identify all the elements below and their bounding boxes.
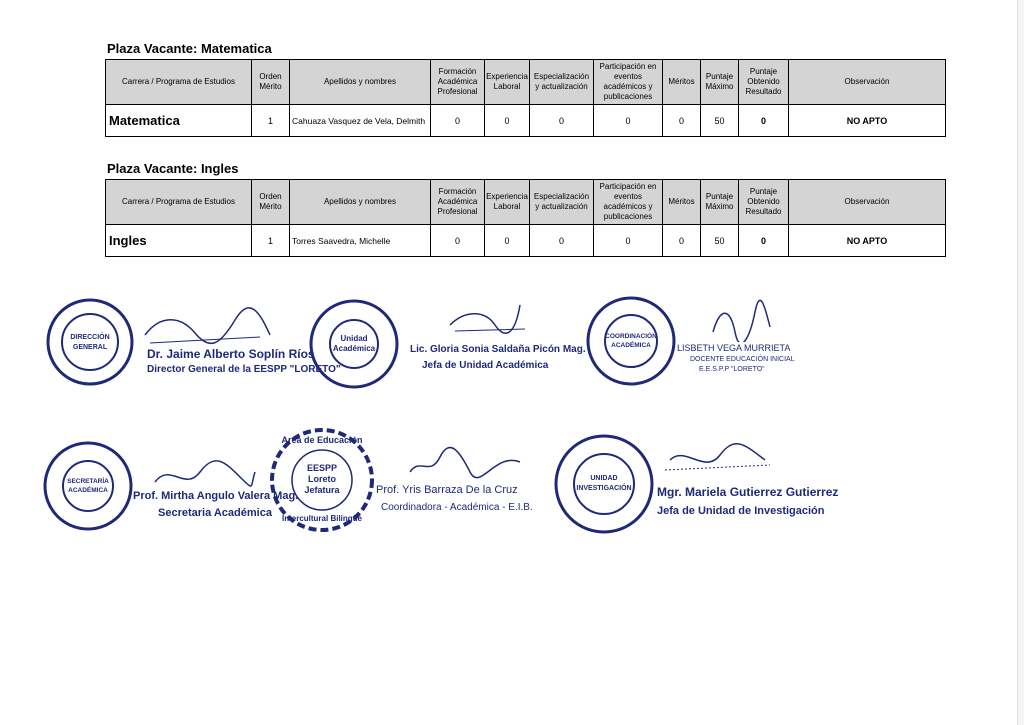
signatory-name-barraza: Prof. Yris Barraza De la Cruz bbox=[376, 484, 518, 496]
stamp-line: UNIDAD bbox=[590, 475, 618, 482]
signatory-name-gutierrez: Mgr. Mariela Gutierrez Gutierrez bbox=[657, 485, 839, 499]
table-header-row bbox=[106, 180, 946, 225]
stamp-line: Académica bbox=[332, 344, 376, 353]
name-cell: Torres Saavedra, Michelle bbox=[290, 225, 431, 257]
header-observacion: Observación bbox=[789, 60, 946, 105]
header-participacion: Participación en eventos académicos y publicaciones bbox=[594, 180, 663, 225]
area-educacion-stamp bbox=[267, 425, 377, 535]
observacion-cell: NO APTO bbox=[789, 225, 946, 257]
participacion-cell: 0 bbox=[594, 225, 663, 257]
table-row bbox=[106, 105, 946, 137]
meritos-cell: 0 bbox=[663, 225, 701, 257]
orden-cell: 1 bbox=[252, 105, 290, 137]
stamp-line: Unidad bbox=[340, 334, 368, 343]
formacion-cell: 0 bbox=[431, 225, 485, 257]
header-participacion: Participación en eventos académicos y publicaciones bbox=[594, 60, 663, 105]
maximo-cell: 50 bbox=[701, 225, 739, 257]
header-apellidos: Apellidos y nombres bbox=[290, 180, 431, 225]
especializacion-cell: 0 bbox=[530, 225, 594, 257]
header-carrera: Carrera / Programa de Estudios bbox=[106, 60, 252, 105]
page-edge bbox=[1017, 0, 1024, 725]
header-meritos: Méritos bbox=[663, 60, 701, 105]
career-cell: Ingles bbox=[106, 225, 252, 257]
obtenido-cell: 0 bbox=[739, 105, 789, 137]
header-apellidos: Apellidos y nombres bbox=[290, 60, 431, 105]
signature-scribble-vega bbox=[705, 297, 775, 342]
meritos-cell: 0 bbox=[663, 105, 701, 137]
signature-scribble-saldana bbox=[440, 295, 530, 345]
results-table-ingles bbox=[105, 179, 946, 257]
signature-scribble-soplin bbox=[140, 305, 280, 350]
table-header-row bbox=[106, 60, 946, 105]
stamp-line: Loreto bbox=[308, 474, 336, 484]
maximo-cell: 50 bbox=[701, 105, 739, 137]
stamp-line: ACADÉMICA bbox=[611, 342, 651, 349]
signatory-institution-vega: E.E.S.P.P "LORETO" bbox=[699, 366, 765, 373]
header-experiencia: Experiencia Laboral bbox=[485, 180, 530, 225]
header-especializacion: Especialización y actualización bbox=[530, 180, 594, 225]
experiencia-cell: 0 bbox=[485, 225, 530, 257]
unidad-academica-stamp bbox=[308, 298, 400, 390]
orden-cell: 1 bbox=[252, 225, 290, 257]
signatory-role-vega: DOCENTE EDUCACIÓN INICIAL bbox=[690, 356, 795, 363]
stamp-line: EESPP bbox=[306, 463, 338, 473]
signatory-role-angulo: Secretaria Académica bbox=[158, 507, 272, 519]
stamp-line: INVESTIGACIÓN bbox=[576, 485, 632, 492]
signatory-role-gutierrez: Jefa de Unidad de Investigación bbox=[657, 505, 825, 517]
observacion-cell: NO APTO bbox=[789, 105, 946, 137]
signature-scribble-barraza bbox=[405, 442, 525, 487]
header-orden: Orden Mérito bbox=[252, 60, 290, 105]
header-obtenido: Puntaje Obtenido Resultado bbox=[739, 180, 789, 225]
stamp-line: Intercultural Bilingüe bbox=[281, 514, 363, 523]
header-carrera: Carrera / Programa de Estudios bbox=[106, 180, 252, 225]
name-cell: Cahuaza Vasquez de Vela, Delmith bbox=[290, 105, 431, 137]
direccion-general-stamp bbox=[45, 297, 135, 387]
participacion-cell: 0 bbox=[594, 105, 663, 137]
header-observacion: Observación bbox=[789, 180, 946, 225]
experiencia-cell: 0 bbox=[485, 105, 530, 137]
signatory-name-vega: LISBETH VEGA MURRIETA bbox=[677, 343, 791, 353]
stamp-line: SECRETARÍA bbox=[67, 478, 109, 485]
secretaria-academica-stamp bbox=[42, 440, 134, 532]
header-formacion: Formación Académica Profesional bbox=[431, 60, 485, 105]
stamp-line: Jefatura bbox=[304, 485, 340, 495]
signatory-name-soplin: Dr. Jaime Alberto Soplín Ríos bbox=[147, 347, 315, 361]
career-cell: Matematica bbox=[106, 105, 252, 137]
signatory-role-saldana: Jefa de Unidad Académica bbox=[422, 360, 549, 371]
stamp-line: ACADÉMICA bbox=[68, 487, 108, 494]
signatory-role-soplin: Director General de la EESPP "LORETO" bbox=[147, 364, 341, 375]
especializacion-cell: 0 bbox=[530, 105, 594, 137]
signatory-name-angulo: Prof. Mirtha Angulo Valera Mag. bbox=[133, 490, 299, 502]
header-formacion: Formación Académica Profesional bbox=[431, 180, 485, 225]
header-maximo: Puntaje Máximo bbox=[701, 60, 739, 105]
signatory-name-saldana: Lic. Gloria Sonia Saldaña Picón Mag. bbox=[410, 344, 586, 355]
header-experiencia: Experiencia Laboral bbox=[485, 60, 530, 105]
header-especializacion: Especialización y actualización bbox=[530, 60, 594, 105]
coordinacion-academica-stamp bbox=[585, 295, 677, 387]
header-orden: Orden Mérito bbox=[252, 180, 290, 225]
obtenido-cell: 0 bbox=[739, 225, 789, 257]
unidad-investigacion-stamp bbox=[553, 433, 655, 535]
header-maximo: Puntaje Máximo bbox=[701, 180, 739, 225]
table-row bbox=[106, 225, 946, 257]
plaza-title-ingles: Plaza Vacante: Ingles bbox=[107, 161, 239, 176]
formacion-cell: 0 bbox=[431, 105, 485, 137]
stamp-line: GENERAL bbox=[72, 344, 108, 351]
stamp-line: DIRECCIÓN bbox=[70, 334, 110, 341]
stamp-line: COORDINACIÓN bbox=[605, 333, 657, 340]
results-table-matematica bbox=[105, 59, 946, 137]
signature-scribble-gutierrez bbox=[665, 435, 775, 480]
plaza-title-matematica: Plaza Vacante: Matematica bbox=[107, 41, 272, 56]
header-meritos: Méritos bbox=[663, 180, 701, 225]
header-obtenido: Puntaje Obtenido Resultado bbox=[739, 60, 789, 105]
stamp-line: Area de Educación bbox=[281, 435, 363, 445]
signatory-role-barraza: Coordinadora - Académica - E.I.B. bbox=[381, 502, 533, 513]
